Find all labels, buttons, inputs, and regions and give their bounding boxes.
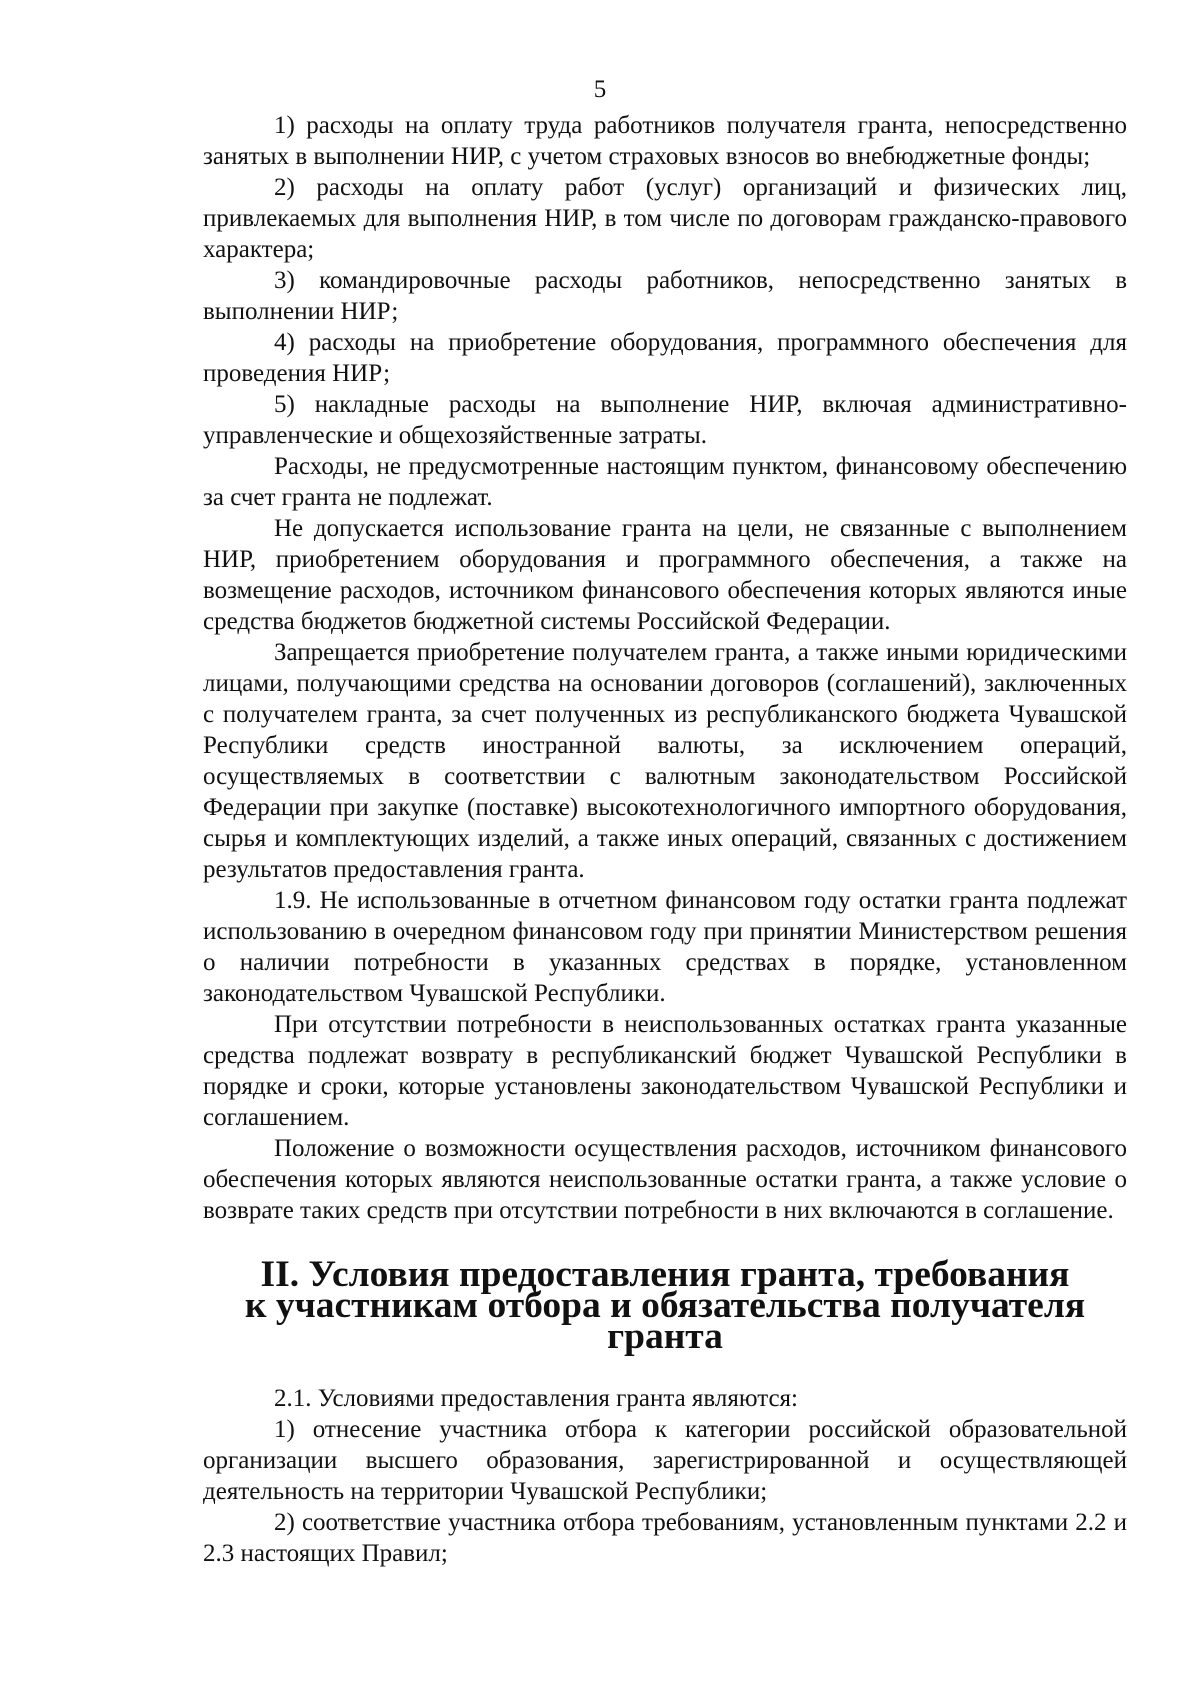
paragraph-agreement-provision: Положение о возможности осуществления расходов, источником финансового обеспечения которых являются неиспользованные остатки гранта, а также условие о возврате таких средств при отсутствии потребности в них включаются в соглашение.: [203, 1135, 1127, 1224]
paragraph-expense-labor: 1) расходы на оплату труда работников получателя гранта, непосредственно занятых в выполнении НИР, с учетом страховых взносов во внебюджетные фонды;: [203, 112, 1127, 170]
paragraph-condition-requirements: 2) соответствие участника отбора требованиям, установленным пунктами 2.2 и 2.3 настоящих Правил;: [203, 1509, 1127, 1567]
paragraph-expense-overhead: 5) накладные расходы на выполнение НИР, включая административно-управленческие и общехозяйственные затраты.: [203, 391, 1127, 449]
paragraph-1-9-remaining-funds: 1.9. Не использованные в отчетном финансовом году остатки гранта подлежат использованию в очередном финансовом году при принятии Министерством решения о наличии потребности в указанных средствах в порядке, установленном законодательством Чувашской Республики.: [203, 887, 1127, 1007]
section-heading-line-1: II. Условия предоставления гранта, требования: [260, 1254, 1070, 1295]
page-number: 5: [593, 76, 607, 103]
paragraph-currency-prohibition: Запрещается приобретение получателем гранта, а также иными юридическими лицами, получающими средства на основании договоров (соглашений), заключенных с получателем гранта, за счет полученных из республиканского бюджета Чувашской Республики средств иностранной валюты, за исключением операций, осуществляемых в соответствии с валютным законодательством Российской Федерации при закупке (поставке) высокотехнологичного импортного оборудования, сырья и комплектующих изделий, а также иных операций, связанных с достижением результатов предоставления гранта.: [203, 639, 1127, 883]
paragraph-not-financed: Расходы, не предусмотренные настоящим пунктом, финансовому обеспечению за счет гранта не подлежат.: [203, 453, 1127, 511]
paragraph-expense-equipment: 4) расходы на приобретение оборудования, программного обеспечения для проведения НИР;: [203, 329, 1127, 387]
paragraph-funds-return: При отсутствии потребности в неиспользованных остатках гранта указанные средства подлежат возврату в республиканский бюджет Чувашской Республики в порядке и сроки, которые установлены законодательством Чувашской Республики и соглашением.: [203, 1011, 1127, 1131]
document-body: [203, 110, 1127, 1569]
paragraph-expense-services: 2) расходы на оплату работ (услуг) организаций и физических лиц, привлекаемых для выполнения НИР, в том числе по договорам гражданско-правового характера;: [203, 174, 1127, 263]
paragraph-condition-category: 1) отнесение участника отбора к категории российской образовательной организации высшего образования, зарегистрированной и осуществляющей деятельность на территории Чувашской Республики;: [203, 1416, 1127, 1505]
paragraph-prohibited-use: Не допускается использование гранта на цели, не связанные с выполнением НИР, приобретением оборудования и программного обеспечения, а также на возмещение расходов, источником финансового обеспечения которых являются иные средства бюджетов бюджетной системы Российской Федерации.: [203, 515, 1127, 635]
paragraph-expense-travel: 3) командировочные расходы работников, непосредственно занятых в выполнении НИР;: [203, 267, 1127, 325]
paragraph-2-1-conditions: 2.1. Условиями предоставления гранта являются:: [274, 1385, 798, 1412]
section-heading-line-2: к участникам отбора и обязательства получателя гранта: [244, 1285, 1086, 1357]
section-heading: [203, 1254, 1127, 1357]
